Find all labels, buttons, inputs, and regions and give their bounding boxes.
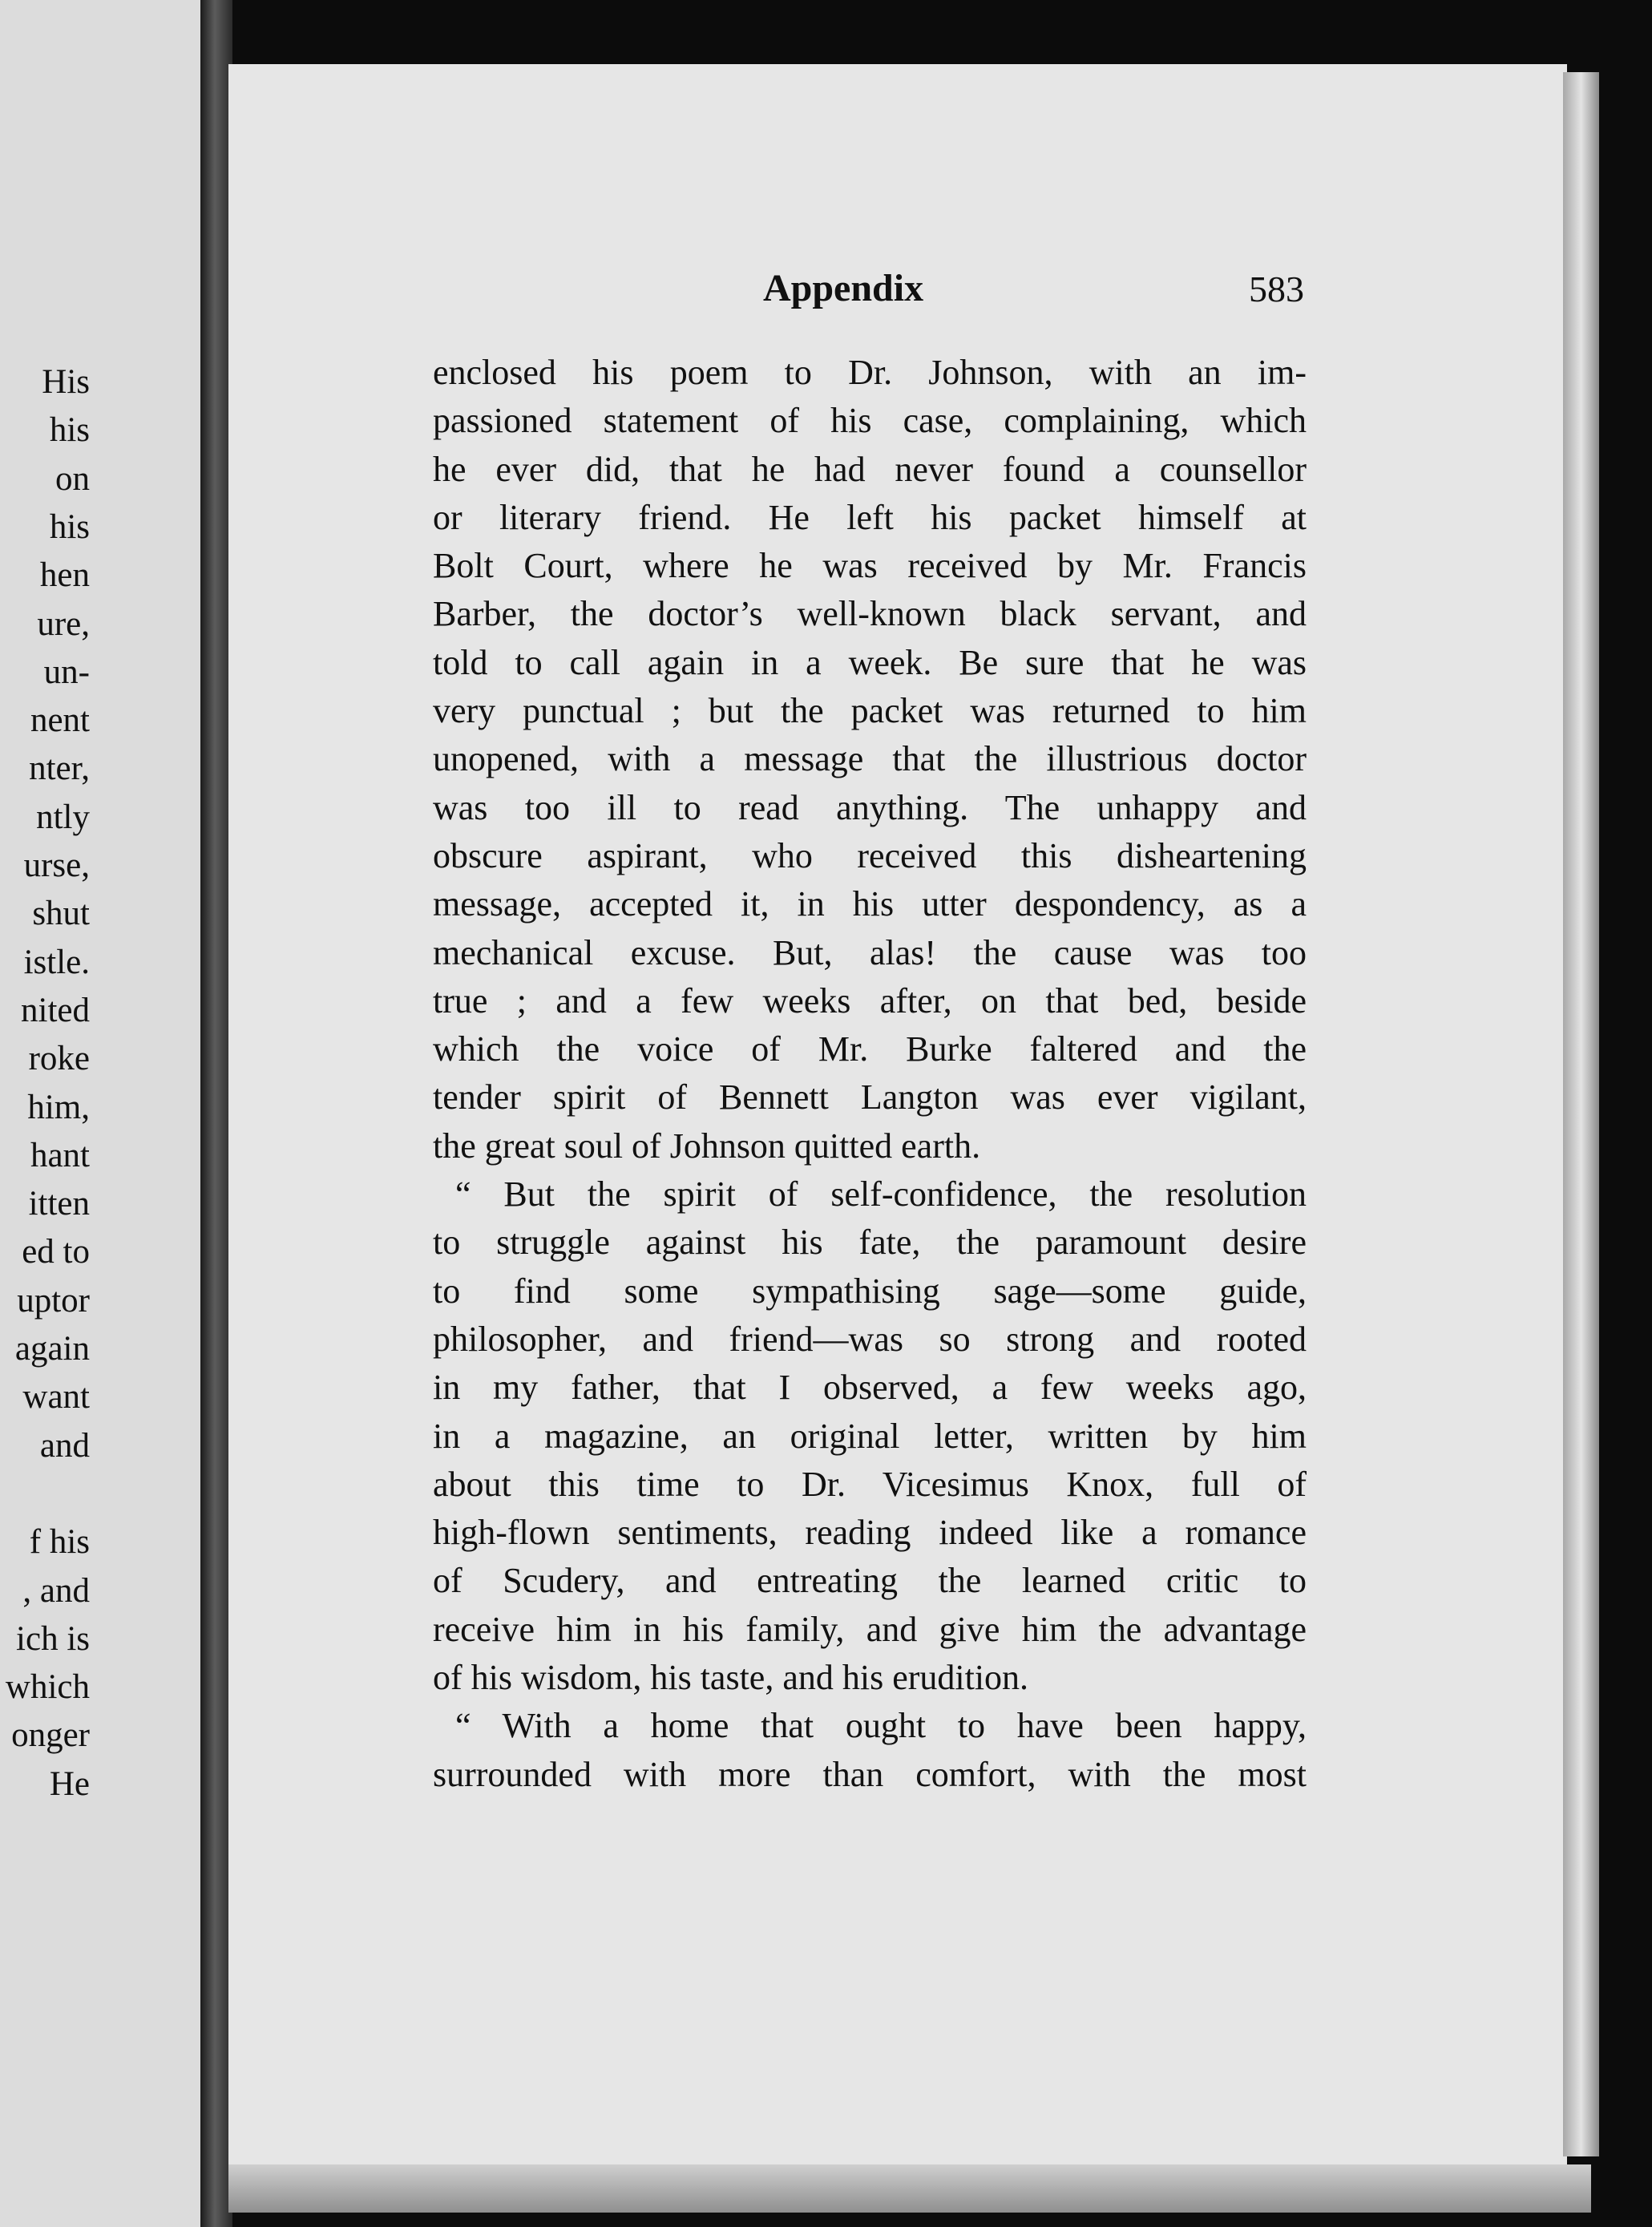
- page-edge-bottom: [228, 2164, 1591, 2213]
- text-line: “ With a home that ought to have been happy,: [455, 1706, 1307, 1746]
- text-line: receive him in his family, and give him the advantage: [433, 1609, 1307, 1649]
- text-line: tender spirit of Bennett Langton was ever vigilant,: [433, 1077, 1307, 1118]
- facing-page-fragment: want: [22, 1378, 90, 1417]
- text-line: to struggle against his fate, the paramount desire: [433, 1223, 1307, 1263]
- text-line: obscure aspirant, who received this disheartening: [433, 835, 1307, 875]
- facing-page-fragment: shut: [32, 895, 90, 933]
- page-edge-right: [1563, 72, 1599, 2156]
- text-line: surrounded with more than comfort, with the most: [433, 1754, 1307, 1794]
- text-line: very punctual ; but the packet was returned to him: [433, 691, 1307, 731]
- facing-page-left: [0, 0, 200, 2227]
- text-line: high-flown sentiments, reading indeed like a romance: [433, 1513, 1307, 1553]
- facing-page-fragment: , and: [22, 1571, 90, 1610]
- text-line: which the voice of Mr. Burke faltered and the: [433, 1029, 1307, 1069]
- facing-page-fragment: nter,: [29, 750, 90, 788]
- facing-page-fragment: itten: [28, 1185, 90, 1223]
- text-line: in a magazine, an original letter, written by him: [433, 1416, 1307, 1456]
- facing-page-fragment: him,: [27, 1088, 90, 1126]
- text-line: passioned statement of his case, complaining, which: [433, 401, 1307, 441]
- facing-page-fragment: and: [39, 1426, 90, 1465]
- text-line: was too ill to read anything. The unhappy and: [433, 787, 1307, 827]
- facing-page-fragment: ntly: [36, 798, 90, 836]
- text-line: of his wisdom, his taste, and his erudition.: [433, 1658, 1029, 1698]
- text-line: philosopher, and friend—was so strong and rooted: [433, 1319, 1307, 1359]
- text-line: message, accepted it, in his utter despondency, as a: [433, 884, 1307, 924]
- facing-page-fragment: f his: [29, 1523, 90, 1562]
- facing-page-fragment: His: [42, 363, 90, 401]
- running-head: [0, 266, 1652, 314]
- facing-page-fragment: urse,: [23, 847, 90, 884]
- text-line: unopened, with a message that the illustrious doctor: [433, 739, 1307, 779]
- paragraph: [433, 349, 1307, 1170]
- text-line: Barber, the doctor’s well-known black servant, and: [433, 594, 1307, 634]
- text-line: told to call again in a week. Be sure that he was: [433, 642, 1307, 682]
- facing-page-fragment: his: [49, 411, 90, 450]
- text-line: in my father, that I observed, a few weeks ago,: [433, 1368, 1307, 1408]
- facing-page-fragment: his: [49, 507, 90, 546]
- facing-page-fragment: on: [55, 459, 90, 498]
- facing-page-fragment: un-: [43, 653, 90, 691]
- facing-page-fragment: onger: [11, 1716, 90, 1755]
- facing-page-fragment: ure,: [37, 604, 90, 643]
- facing-page-fragment: roke: [28, 1040, 90, 1078]
- text-line: “ But the spirit of self-confidence, the resolution: [455, 1174, 1307, 1215]
- facing-page-fragment: ich is: [16, 1619, 90, 1658]
- text-line: to find some sympathising sage—some guide,: [433, 1271, 1307, 1311]
- facing-page-fragment: ed to: [22, 1233, 90, 1271]
- book-spine: [200, 0, 232, 2227]
- facing-page-fragment: istle.: [23, 943, 90, 981]
- facing-page-fragment: hant: [30, 1136, 90, 1174]
- text-line: about this time to Dr. Vicesimus Knox, full of: [433, 1464, 1307, 1504]
- page-number: 583: [1249, 269, 1304, 309]
- text-line: enclosed his poem to Dr. Johnson, with an im-: [433, 353, 1307, 392]
- text-line: he ever did, that he had never found a counsellor: [433, 449, 1307, 489]
- text-line: true ; and a few weeks after, on that bed, beside: [433, 980, 1307, 1021]
- facing-page-fragment: again: [14, 1330, 90, 1368]
- running-head-title: Appendix: [763, 267, 924, 309]
- text-line: mechanical excuse. But, alas! the cause was too: [433, 932, 1307, 972]
- facing-page-text-fragments: [0, 0, 200, 2227]
- facing-page-fragment: nent: [30, 701, 90, 740]
- text-line: the great soul of Johnson quitted earth.: [433, 1126, 981, 1166]
- text-line: or literary friend. He left his packet himself at: [433, 497, 1307, 537]
- body-text: [433, 349, 1307, 1799]
- facing-page-fragment: which: [5, 1668, 90, 1707]
- facing-page-fragment: hen: [39, 556, 90, 595]
- text-line: Bolt Court, where he was received by Mr. Francis: [433, 546, 1307, 586]
- text-line: of Scudery, and entreating the learned critic to: [433, 1561, 1307, 1601]
- paragraph: [433, 1702, 1307, 1799]
- facing-page-fragment: uptor: [17, 1281, 90, 1320]
- paragraph: [433, 1170, 1307, 1702]
- facing-page-fragment: nited: [21, 991, 90, 1029]
- facing-page-fragment: He: [49, 1764, 90, 1803]
